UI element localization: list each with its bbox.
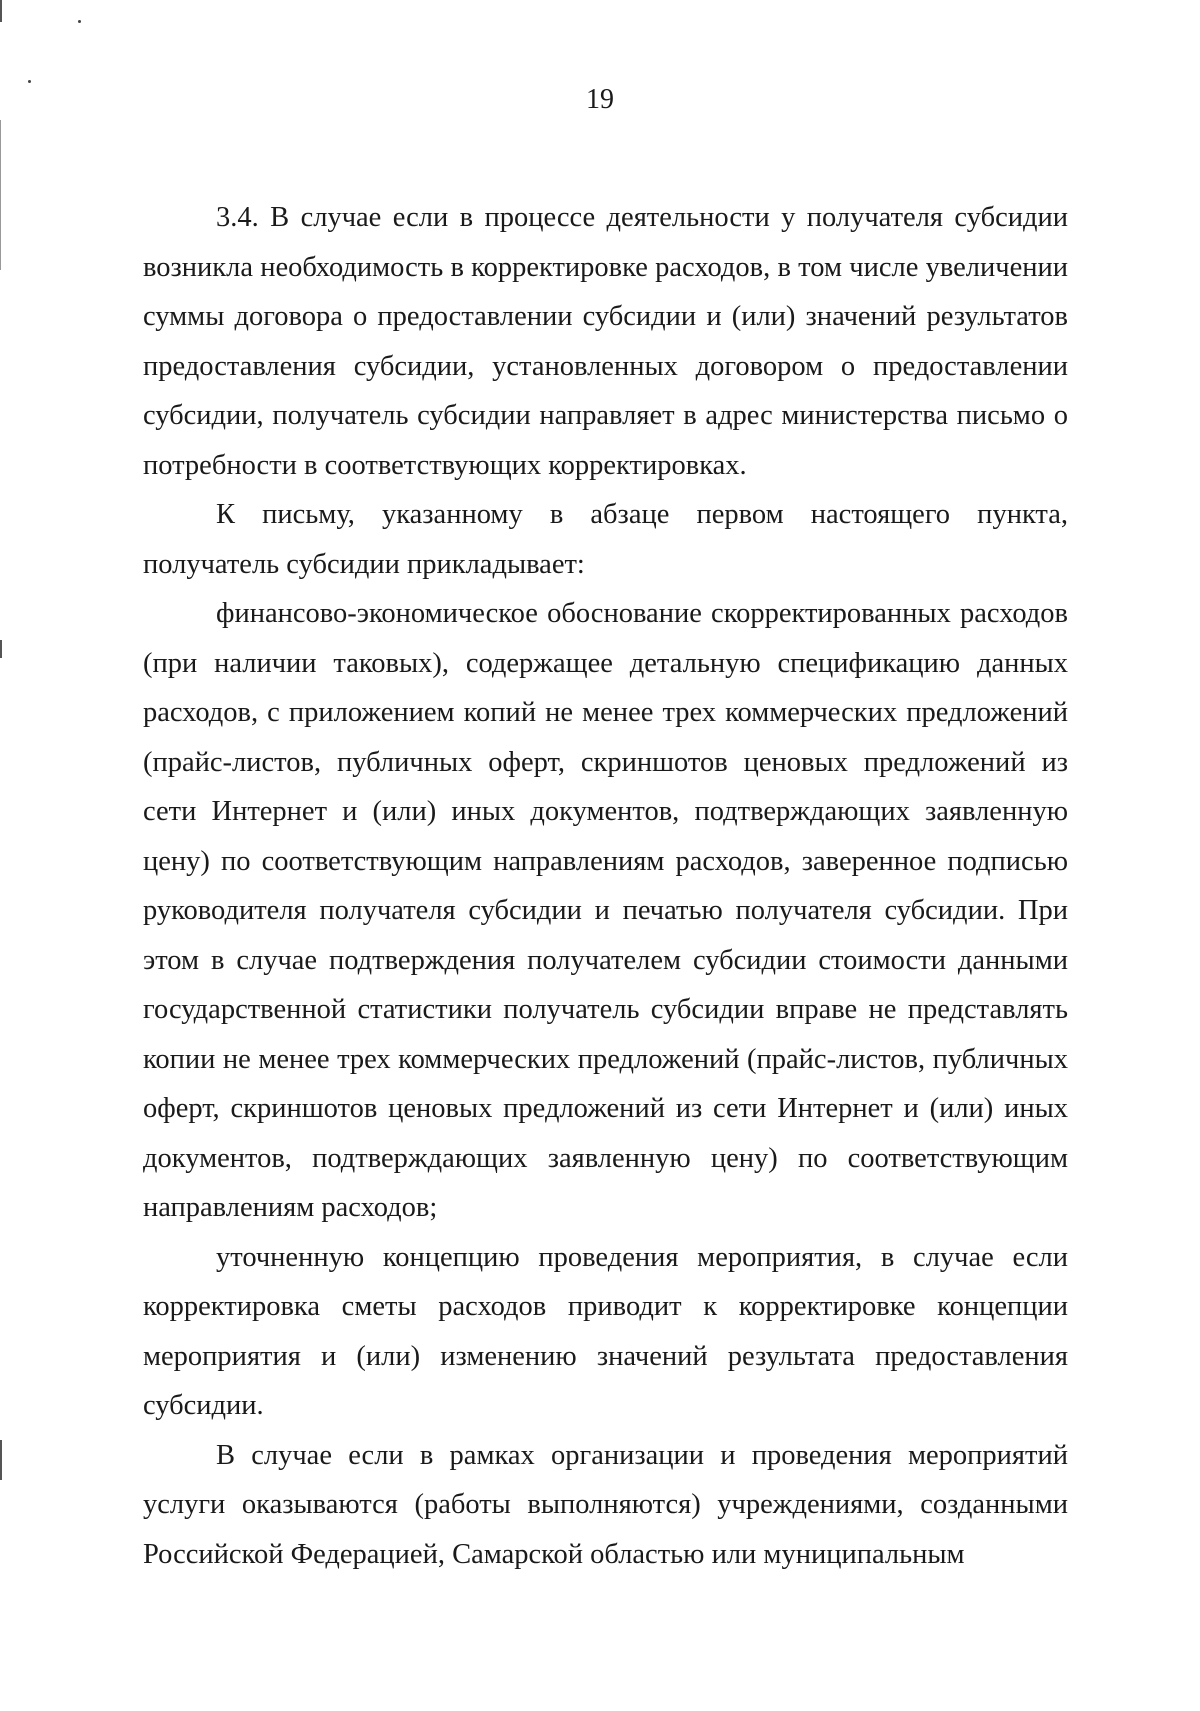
scan-speck [28,80,31,83]
scan-speck [78,20,81,23]
scan-edge-mark [0,0,2,22]
scan-edge-mark [0,120,1,270]
scan-edge-mark [0,1440,2,1480]
paragraph: В случае если в рамках организации и проведения мероприятий услуги оказываются (работы выполняются) учреждениями, созданными Российской Федерацией, Самарской областью или муниципальным [143,1439,1068,1570]
paragraph: К письму, указанному в абзаце первом настоящего пункта, получатель субсидии прикладывает: [143,499,1068,580]
page-number: 19 [586,84,614,115]
paragraph: 3.4. В случае если в процессе деятельности у получателя субсидии возникла необходимость в корректировке расходов, в том числе увеличении суммы договора о предоставлении субсидии и (или) значений результатов предоставления субсидии, установленных договором о предоставлении субсидии, получатель субсидии направляет в адрес министерства письмо о потребности в соответствующих корректировках. [143,202,1068,481]
scan-edge-mark [0,640,2,658]
document-body [143,193,1068,1579]
paragraph: уточненную концепцию проведения мероприятия, в случае если корректировка сметы расходов приводит к корректировке концепции мероприятия и (или) изменению значений результата предоставления субсидии. [143,1241,1068,1421]
paragraph: финансово-экономическое обоснование скорректированных расходов (при наличии таковых), содержащее детальную спецификацию данных расходов, с приложением копий не менее трех коммерческих предложений (прайс-листов, публичных оферт, скриншотов ценовых предложений из сети Интернет и (или) иных документов, подтверждающих заявленную цену) по соответствующим направлениям расходов, заверенное подписью руководителя получателя субсидии и печатью получателя субсидии. При этом в случае подтверждения получателем субсидии стоимости данными государственной статистики получатель субсидии вправе не представлять копии не менее трех коммерческих предложений (прайс-листов, публичных оферт, скриншотов ценовых предложений из сети Интернет и (или) иных документов, подтверждающих заявленную цену) по соответствующим направлениям расходов; [143,598,1068,1223]
